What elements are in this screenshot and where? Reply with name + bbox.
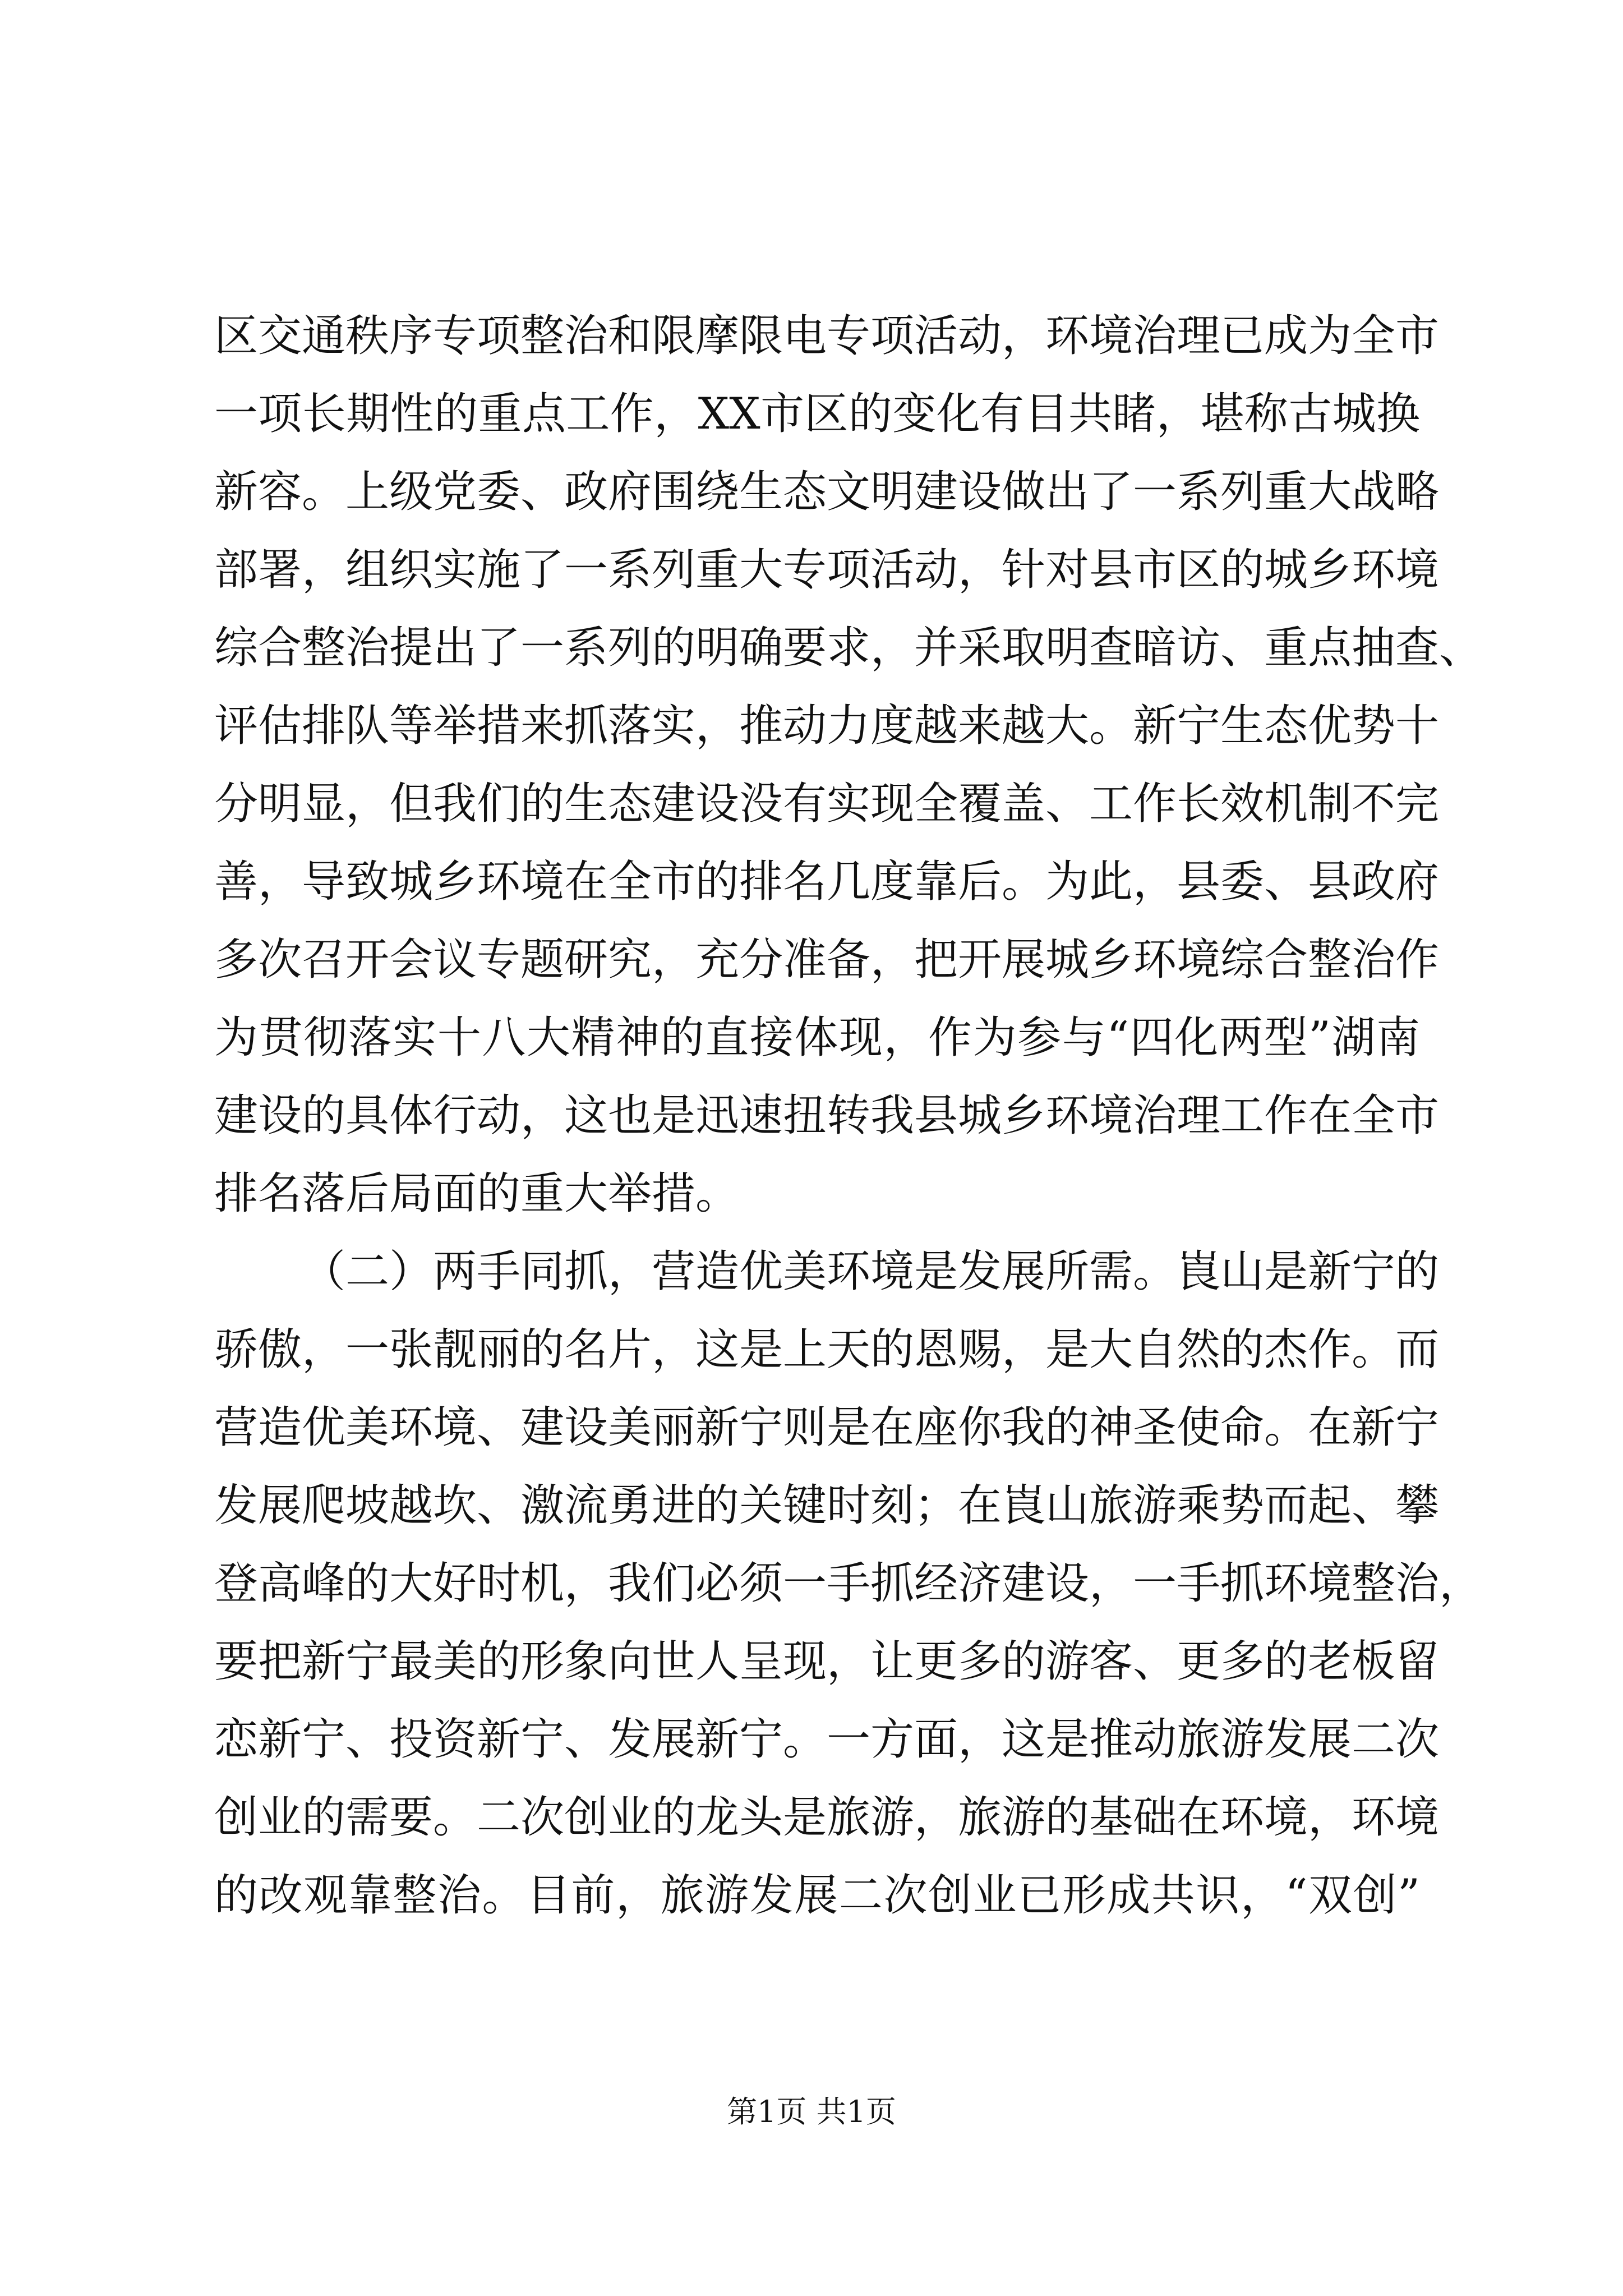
text-line: 建设的具体行动，这也是迅速扭转我县城乡环境治理工作在全市 <box>214 1091 1440 1141</box>
text-line: 恋新宁、投资新宁、发展新宁。一方面，这是推动旅游发展二次 <box>214 1714 1440 1765</box>
text-line: 发展爬坡越坎、激流勇进的关键时刻；在崀山旅游乘势而起、攀 <box>214 1480 1440 1531</box>
text-line: 评估排队等举措来抓落实，推动力度越来越大。新宁生态优势十 <box>214 701 1440 751</box>
text-line: 多次召开会议专题研究，充分准备，把开展城乡环境综合整治作 <box>214 935 1440 985</box>
text-line: 要把新宁最美的形象向世人呈现，让更多的游客、更多的老板留 <box>214 1636 1440 1687</box>
text-line: 一项长期性的重点工作，XX市区的变化有目共睹，堪称古城换 <box>214 389 1420 439</box>
text-line: 为贯彻落实十八大精神的直接体现，作为参与“四化两型”湖南 <box>214 1013 1420 1063</box>
body-text <box>214 297 1483 1935</box>
text-line: 营造优美环境、建设美丽新宁则是在座你我的神圣使命。在新宁 <box>214 1402 1440 1453</box>
text-line: 的改观靠整治。目前，旅游发展二次创业已形成共识，“双创” <box>214 1870 1420 1921</box>
text-line: 综合整治提出了一系列的明确要求，并采取明查暗访、重点抽查、 <box>214 623 1483 673</box>
page-footer <box>0 2090 1623 2134</box>
text-line: 登高峰的大好时机，我们必须一手抓经济建设，一手抓环境整治， <box>214 1558 1483 1609</box>
page-number: 第1页 共1页 <box>727 2094 896 2129</box>
text-line: 部署，组织实施了一系列重大专项活动，针对县市区的城乡环境 <box>214 545 1440 595</box>
text-line: 排名落后局面的重大举措。 <box>214 1168 740 1219</box>
text-line: 区交通秩序专项整治和限摩限电专项活动，环境治理已成为全市 <box>214 311 1440 361</box>
text-line: 骄傲，一张靓丽的名片，这是上天的恩赐，是大自然的杰作。而 <box>214 1324 1440 1375</box>
text-line: 创业的需要。二次创业的龙头是旅游，旅游的基础在环境，环境 <box>214 1792 1440 1843</box>
text-line: 新容。上级党委、政府围绕生态文明建设做出了一系列重大战略 <box>214 467 1440 517</box>
text-line: 分明显，但我们的生态建设没有实现全覆盖、工作长效机制不完 <box>214 779 1440 829</box>
text-line: 善，导致城乡环境在全市的排名几度靠后。为此，县委、县政府 <box>214 857 1440 907</box>
section-heading-line: （二）两手同抓，营造优美环境是发展所需。崀山是新宁的 <box>302 1246 1440 1297</box>
